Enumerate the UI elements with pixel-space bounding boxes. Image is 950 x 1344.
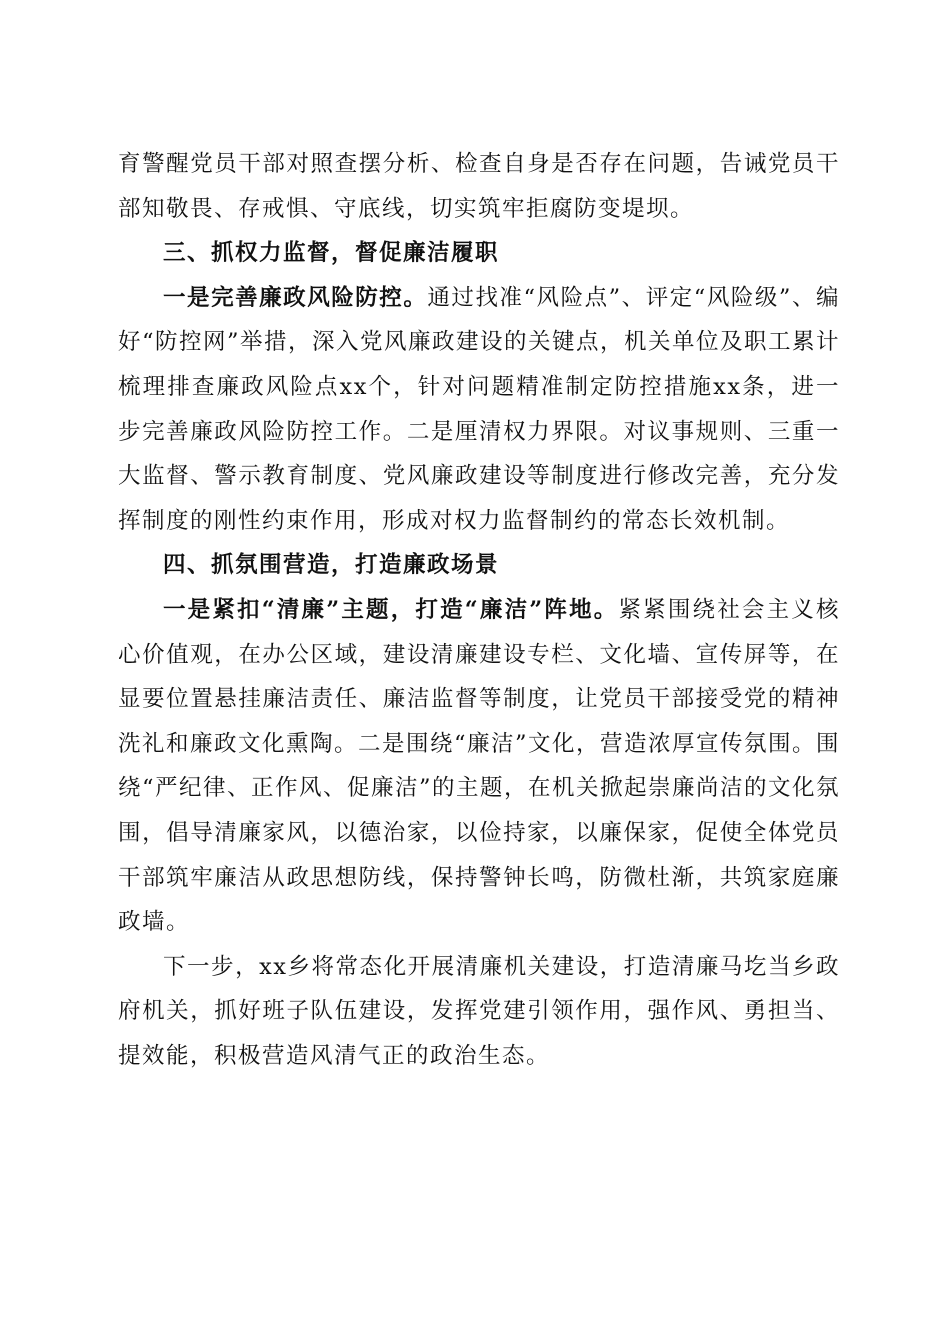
section-4-lead: 一是紧扣“清廉”主题，打造“廉洁”阵地。 — [163, 596, 619, 623]
section-4-heading: 四、抓氛围营造，打造廉政场景 — [163, 552, 500, 579]
section-3-paragraph — [118, 276, 840, 544]
section-4-body: 紧紧围绕社会主义核心价值观，在办公区域，建设清廉建设专栏、文化墙、宣传屏等，在显要位置悬挂廉洁责任、廉洁监督等制度，让党员干部接受党的精神洗礼和廉政文化熏陶。二是围绕“廉洁”文化，营造浓厚宣传氛围。围绕“严纪律、正作风、促廉洁”的主题，在机关掀起崇廉尚洁的文化氛围，倡导清廉家风，以德治家，以俭持家，以廉保家，促使全体党员干部筑牢廉洁从政思想防线，保持警钟长鸣，防微杜渐，共筑家庭廉政墙。 — [118, 596, 841, 936]
section-3-body: 通过找准“风险点”、评定“风险级”、编好“防控网”举措，深入党风廉政建设的关键点，机关单位及职工累计梳理排查廉政风险点xx个，针对问题精准制定防控措施xx条，进一步完善廉政风险防控工作。二是厘清权力界限。对议事规则、三重一大监督、警示教育制度、党风廉政建设等制度进行修改完善，充分发挥制度的刚性约束作用，形成对权力监督制约的常态长效机制。 — [118, 284, 841, 534]
section-4-paragraph — [118, 588, 840, 945]
closing-paragraph: 下一步，xx乡将常态化开展清廉机关建设，打造清廉马圪当乡政府机关，抓好班子队伍建设，发挥党建引领作用，强作风、勇担当、提效能，积极营造风清气正的政治生态。 — [118, 953, 840, 1069]
document-page — [118, 142, 840, 1078]
section-3-lead: 一是完善廉政风险防控。 — [163, 284, 428, 311]
continuation-paragraph: 育警醒党员干部对照查摆分析、检查自身是否存在问题，告诫党员干部知敬畏、存戒惧、守底线，切实筑牢拒腐防变堤坝。 — [118, 151, 840, 222]
section-3-heading: 三、抓权力监督，督促廉洁履职 — [163, 240, 500, 267]
